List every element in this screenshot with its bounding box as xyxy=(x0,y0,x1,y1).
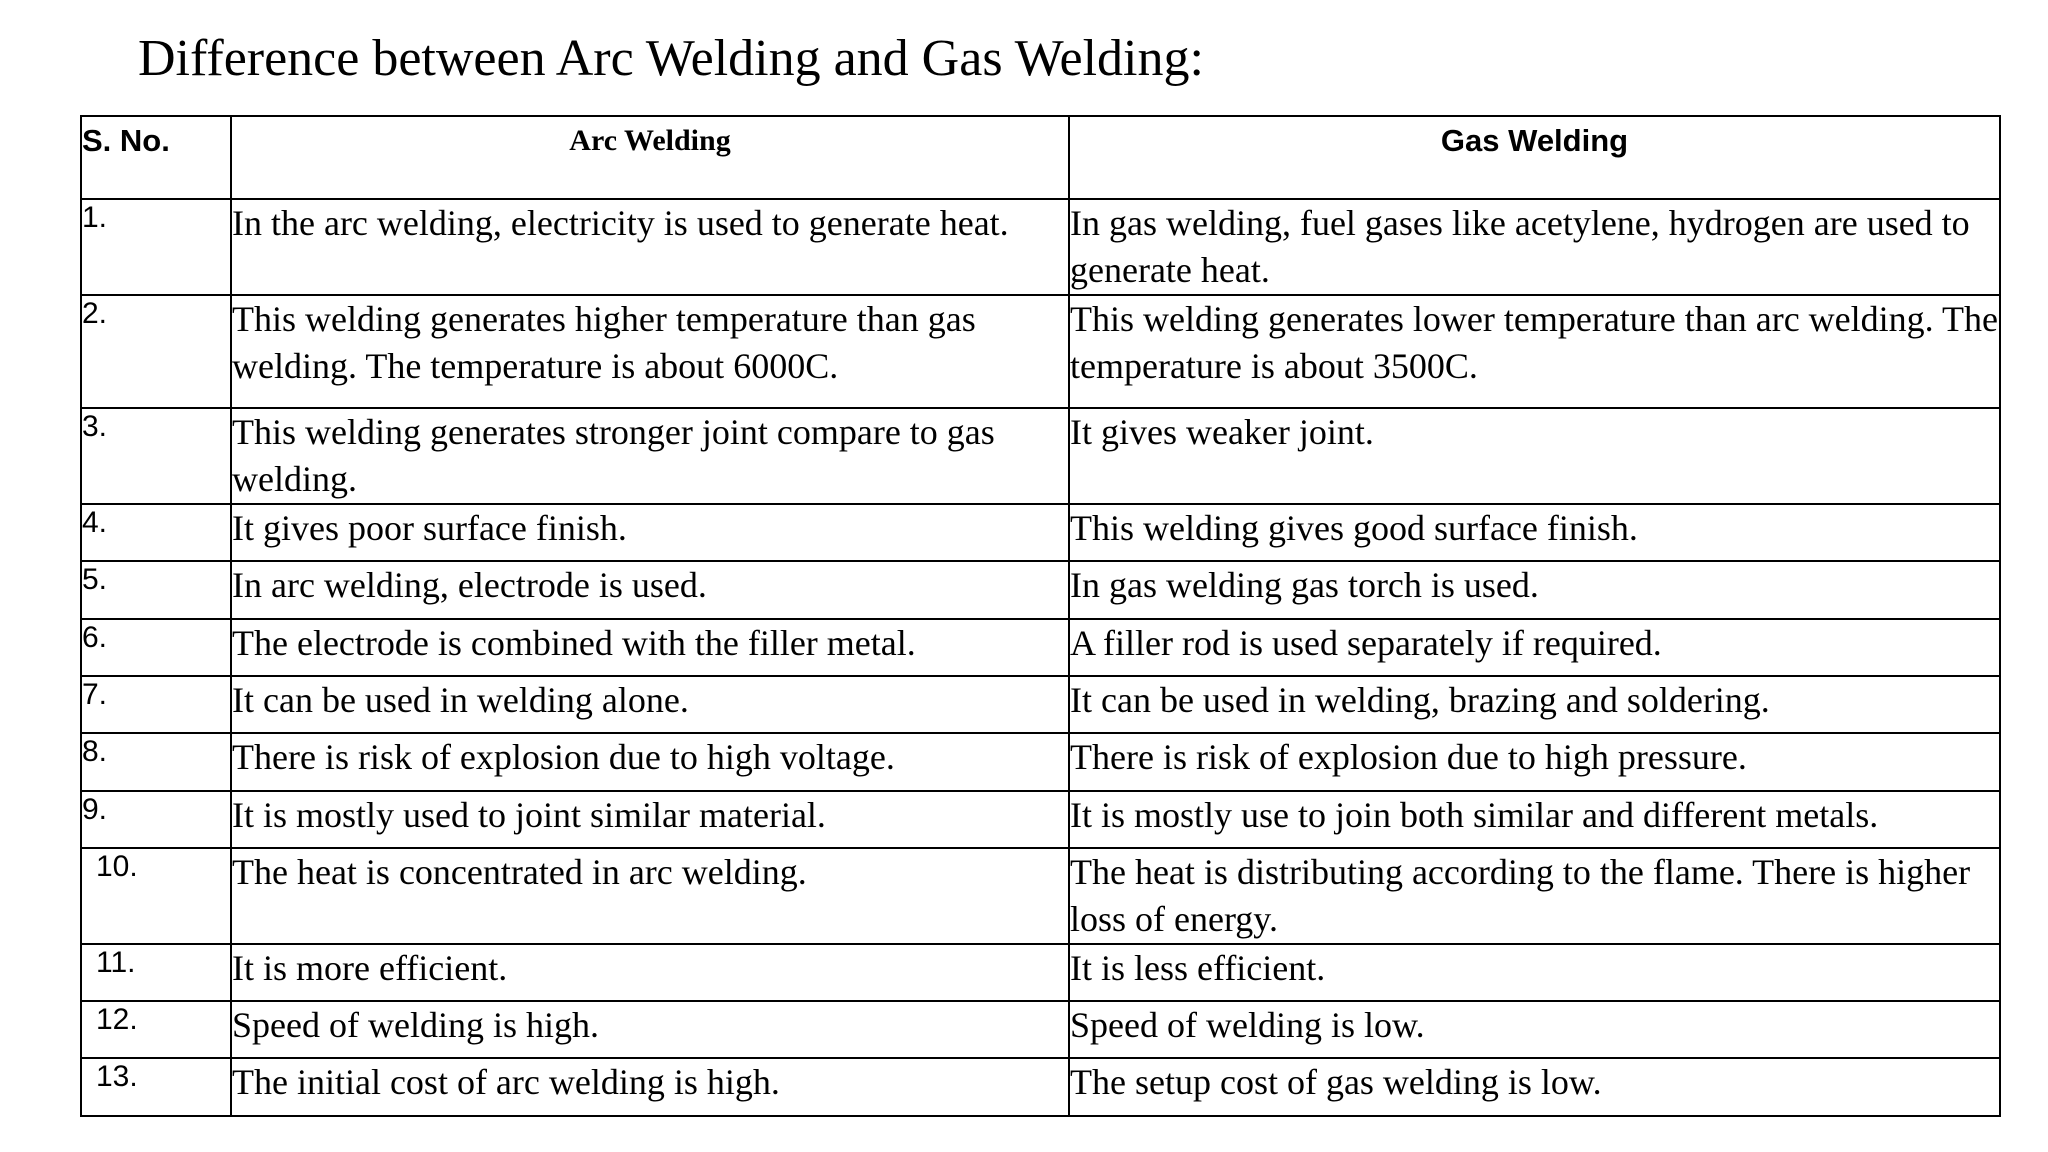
table-row xyxy=(81,791,2000,848)
table-row xyxy=(81,504,2000,561)
gas-welding-cell: It can be used in welding, brazing and soldering. xyxy=(1069,676,2000,733)
gas-welding-cell: The heat is distributing according to the flame. There is higher loss of energy. xyxy=(1069,848,2000,944)
gas-welding-cell: This welding generates lower temperature than arc welding. The temperature is about 3500C. xyxy=(1069,295,2000,408)
arc-welding-cell: It is mostly used to joint similar material. xyxy=(231,791,1069,848)
table-row xyxy=(81,619,2000,676)
serial-number: 6. xyxy=(81,619,231,676)
gas-welding-cell: In gas welding gas torch is used. xyxy=(1069,561,2000,619)
table-row xyxy=(81,733,2000,791)
serial-number: 12. xyxy=(81,1001,231,1058)
gas-welding-cell: It is mostly use to join both similar and different metals. xyxy=(1069,791,2000,848)
arc-welding-cell: This welding generates higher temperature than gas welding. The temperature is about 6000C. xyxy=(231,295,1069,408)
serial-number: 4. xyxy=(81,504,231,561)
column-header-gas-welding: Gas Welding xyxy=(1069,116,2000,199)
gas-welding-cell: This welding gives good surface finish. xyxy=(1069,504,2000,561)
serial-number: 2. xyxy=(81,295,231,408)
arc-welding-cell: It can be used in welding alone. xyxy=(231,676,1069,733)
arc-welding-cell: It is more efficient. xyxy=(231,944,1069,1001)
table-row xyxy=(81,848,2000,944)
column-header-arc-welding: Arc Welding xyxy=(231,116,1069,199)
gas-welding-cell: In gas welding, fuel gases like acetylene, hydrogen are used to generate heat. xyxy=(1069,199,2000,295)
table-row xyxy=(81,944,2000,1001)
serial-number: 13. xyxy=(81,1058,231,1116)
comparison-table xyxy=(80,115,2001,1117)
serial-number: 8. xyxy=(81,733,231,791)
gas-welding-cell: There is risk of explosion due to high pressure. xyxy=(1069,733,2000,791)
table-row xyxy=(81,561,2000,619)
gas-welding-cell: It is less efficient. xyxy=(1069,944,2000,1001)
arc-welding-cell: In the arc welding, electricity is used to generate heat. xyxy=(231,199,1069,295)
arc-welding-cell: It gives poor surface finish. xyxy=(231,504,1069,561)
table-row xyxy=(81,408,2000,504)
gas-welding-cell: Speed of welding is low. xyxy=(1069,1001,2000,1058)
table-row xyxy=(81,1058,2000,1116)
table-header-row xyxy=(81,116,2000,199)
arc-welding-cell: There is risk of explosion due to high voltage. xyxy=(231,733,1069,791)
table-row xyxy=(81,295,2000,408)
column-header-sno: S. No. xyxy=(81,116,231,199)
arc-welding-cell: Speed of welding is high. xyxy=(231,1001,1069,1058)
table-row xyxy=(81,1001,2000,1058)
gas-welding-cell: It gives weaker joint. xyxy=(1069,408,2000,504)
serial-number: 10. xyxy=(81,848,231,944)
serial-number: 11. xyxy=(81,944,231,1001)
arc-welding-cell: The electrode is combined with the filler metal. xyxy=(231,619,1069,676)
arc-welding-cell: In arc welding, electrode is used. xyxy=(231,561,1069,619)
arc-welding-cell: This welding generates stronger joint compare to gas welding. xyxy=(231,408,1069,504)
gas-welding-cell: A filler rod is used separately if required. xyxy=(1069,619,2000,676)
serial-number: 1. xyxy=(81,199,231,295)
gas-welding-cell: The setup cost of gas welding is low. xyxy=(1069,1058,2000,1116)
table-row xyxy=(81,199,2000,295)
serial-number: 5. xyxy=(81,561,231,619)
serial-number: 3. xyxy=(81,408,231,504)
serial-number: 7. xyxy=(81,676,231,733)
serial-number: 9. xyxy=(81,791,231,848)
arc-welding-cell: The initial cost of arc welding is high. xyxy=(231,1058,1069,1116)
arc-welding-cell: The heat is concentrated in arc welding. xyxy=(231,848,1069,944)
page-title: Difference between Arc Welding and Gas Welding: xyxy=(138,30,1204,87)
table-row xyxy=(81,676,2000,733)
